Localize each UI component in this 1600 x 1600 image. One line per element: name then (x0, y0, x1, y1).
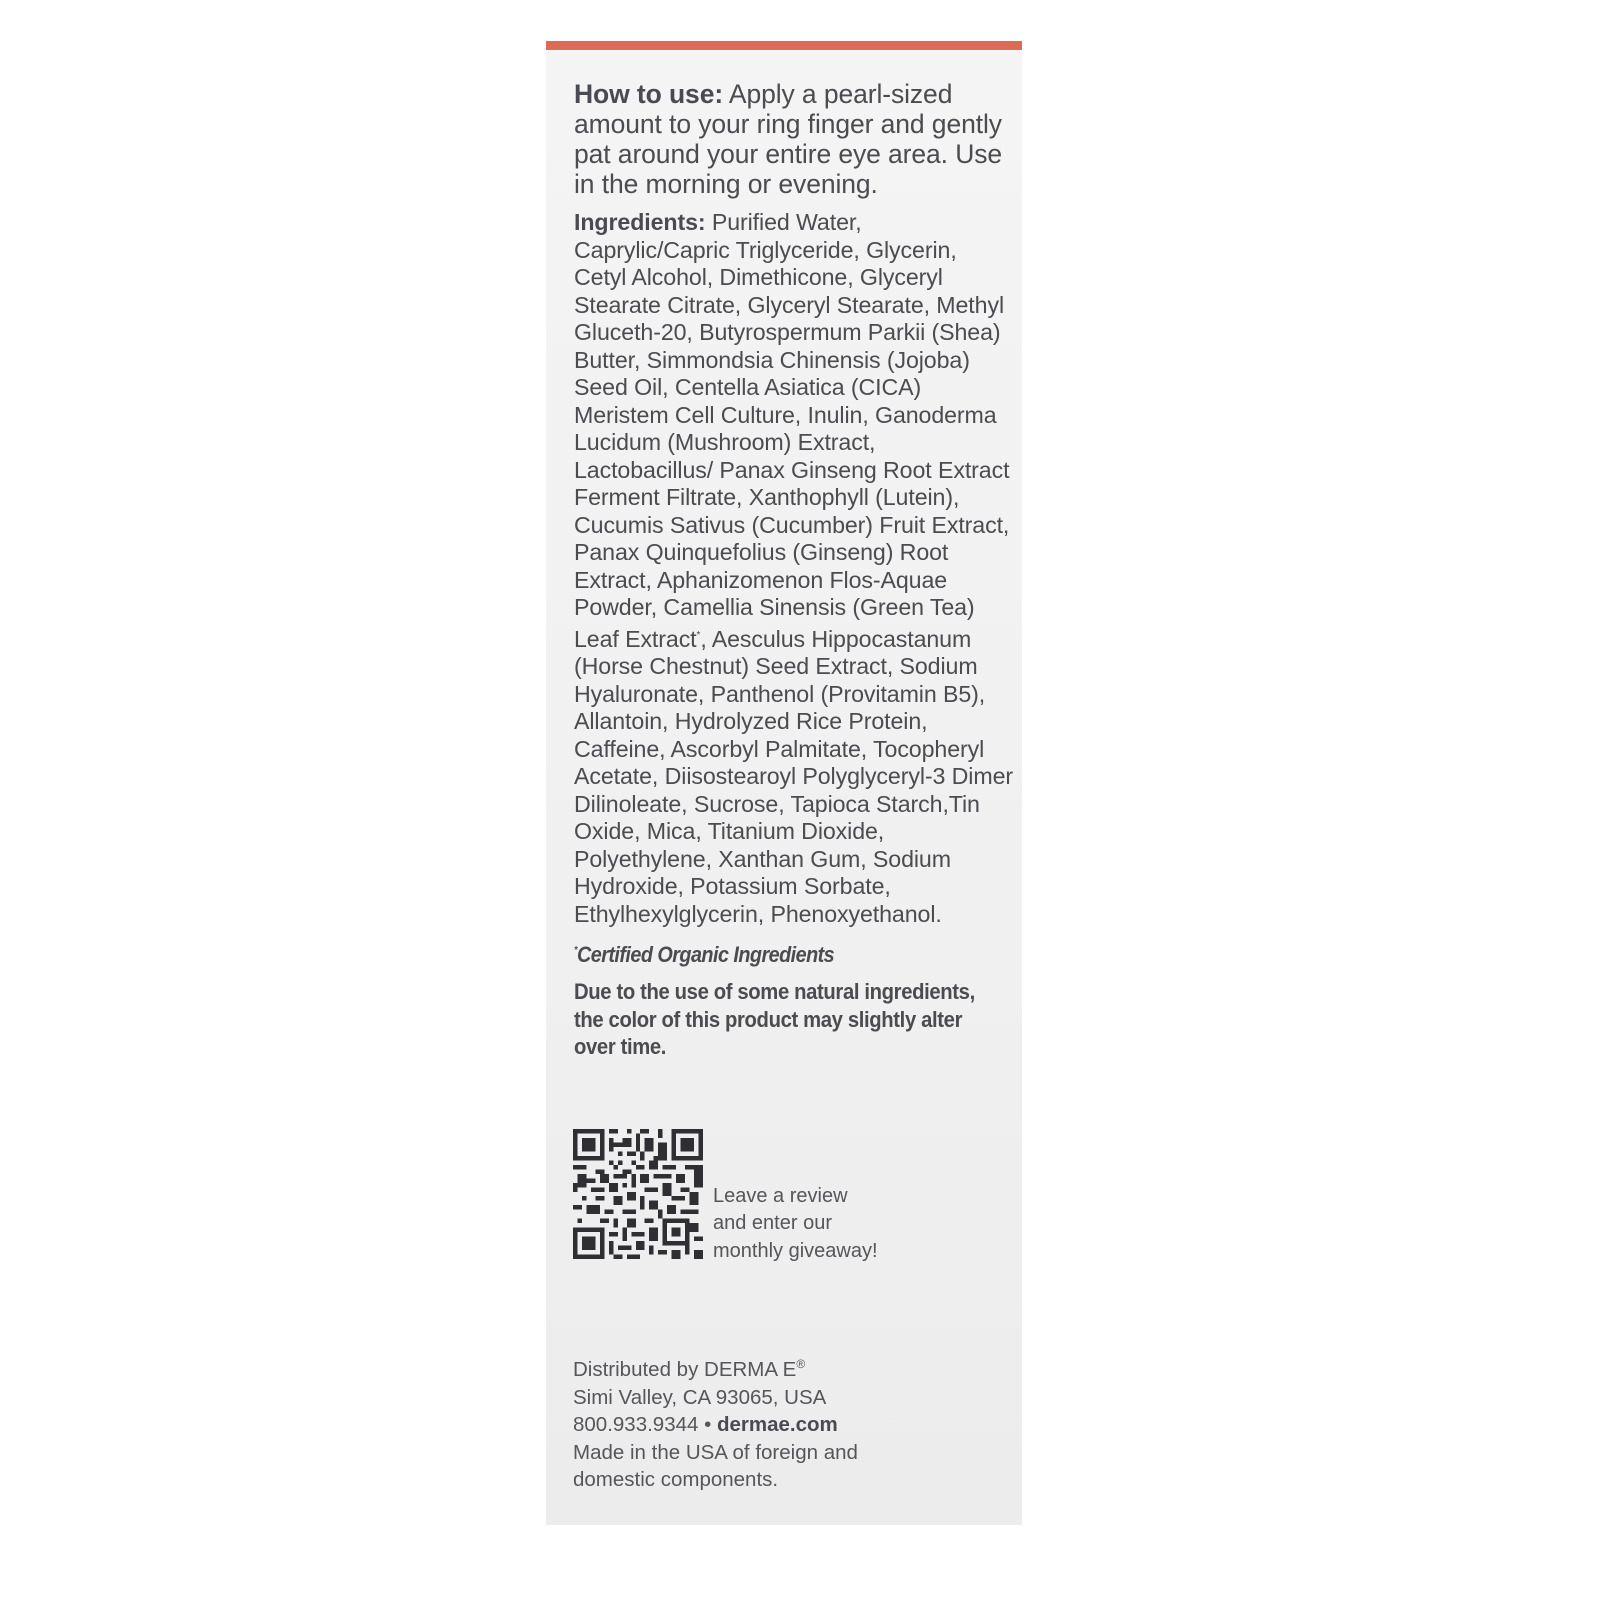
review-line-3: monthly giveaway! (713, 1239, 878, 1262)
ingredients-label: Ingredients: (574, 209, 706, 235)
certified-mark: * (574, 945, 577, 956)
made-in-line-2: domestic components. (573, 1468, 779, 1491)
contact-line (573, 1411, 858, 1439)
registered-mark: ® (796, 1357, 806, 1371)
review-section (573, 1129, 878, 1262)
review-line-2: and enter our (713, 1212, 832, 1234)
phone-number: 800.933.9344 (573, 1413, 699, 1436)
distributor-info (573, 1351, 858, 1494)
color-notice: Due to the use of some natural ingredients, the color of this product may slightly alter over time. (574, 979, 975, 1059)
distributed-by (573, 1351, 858, 1384)
accent-bar (546, 41, 1022, 50)
distributed-by-text: Distributed by DERMA E (573, 1358, 797, 1381)
website-link[interactable]: dermae.com (716, 1413, 838, 1436)
review-line-1: Leave a review (713, 1184, 848, 1207)
bullet-separator: • (698, 1413, 717, 1436)
certified-text: Certified Organic Ingredients (576, 942, 835, 967)
made-in-line-1: Made in the USA of foreign and (573, 1440, 858, 1464)
ingredients-text-b: , Aesculus Hippocastanum (Horse Chestnut) Seed Extract, Sodium Hyaluronate, Panthenol (Provitamin B5), Allantoin, Hydrolyzed Rice Protein, Caffeine, Ascorbyl Palmitate, Tocopheryl Acetate, Diisostearoyl Polyglyceryl-3 Dimer Dilinoleate, Sucrose, Tapioca Starch,Tin Oxide, Mica, Titanium Dioxide, Polyethylene, Xanthan Gum, Sodium Hydroxide, Potassium Sorbate, Ethylhexylglycerin, Phenoxyethanol. (574, 625, 1013, 927)
label-content (574, 79, 1014, 1061)
review-text (713, 1183, 878, 1266)
product-label-panel (546, 41, 1022, 1525)
ingredients (574, 209, 1014, 928)
how-to-use-label: How to use: (574, 79, 724, 109)
how-to-use-text: Apply a pearl-sized amount to your ring finger and gently pat around your entire eye area. Use in the morning or evening. (574, 79, 1003, 199)
organic-mark: * (696, 629, 701, 641)
certified-organic-note (574, 938, 970, 968)
address: Simi Valley, CA 93065, USA (573, 1385, 827, 1409)
how-to-use (574, 79, 1014, 199)
qr-code-icon[interactable] (573, 1129, 703, 1259)
ingredients-text-a: Purified Water, Caprylic/Capric Triglyceride, Glycerin, Cetyl Alcohol, Dimethicone, Glyceryl Stearate Citrate, Glyceryl Stearate, Methyl Gluceth-20, Butyrospermum Parkii (Shea) Butter, Simmondsia Chinensis (Jojoba) Seed Oil, Centella Asiatica (CICA) Meristem Cell Culture, Inulin, Ganoderma Lucidum (Mushroom) Extract, Lactobacillus/ Panax Ginseng Root Extract Ferment Filtrate, Xanthophyll (Lutein), Cucumis Sativus (Cucumber) Fruit Extract, Panax Quinquefolius (Ginseng) Root Extract, Aphanizomenon Flos-Aquae Powder, Camellia Sinensis (Green Tea) Leaf Extract (574, 209, 1010, 652)
